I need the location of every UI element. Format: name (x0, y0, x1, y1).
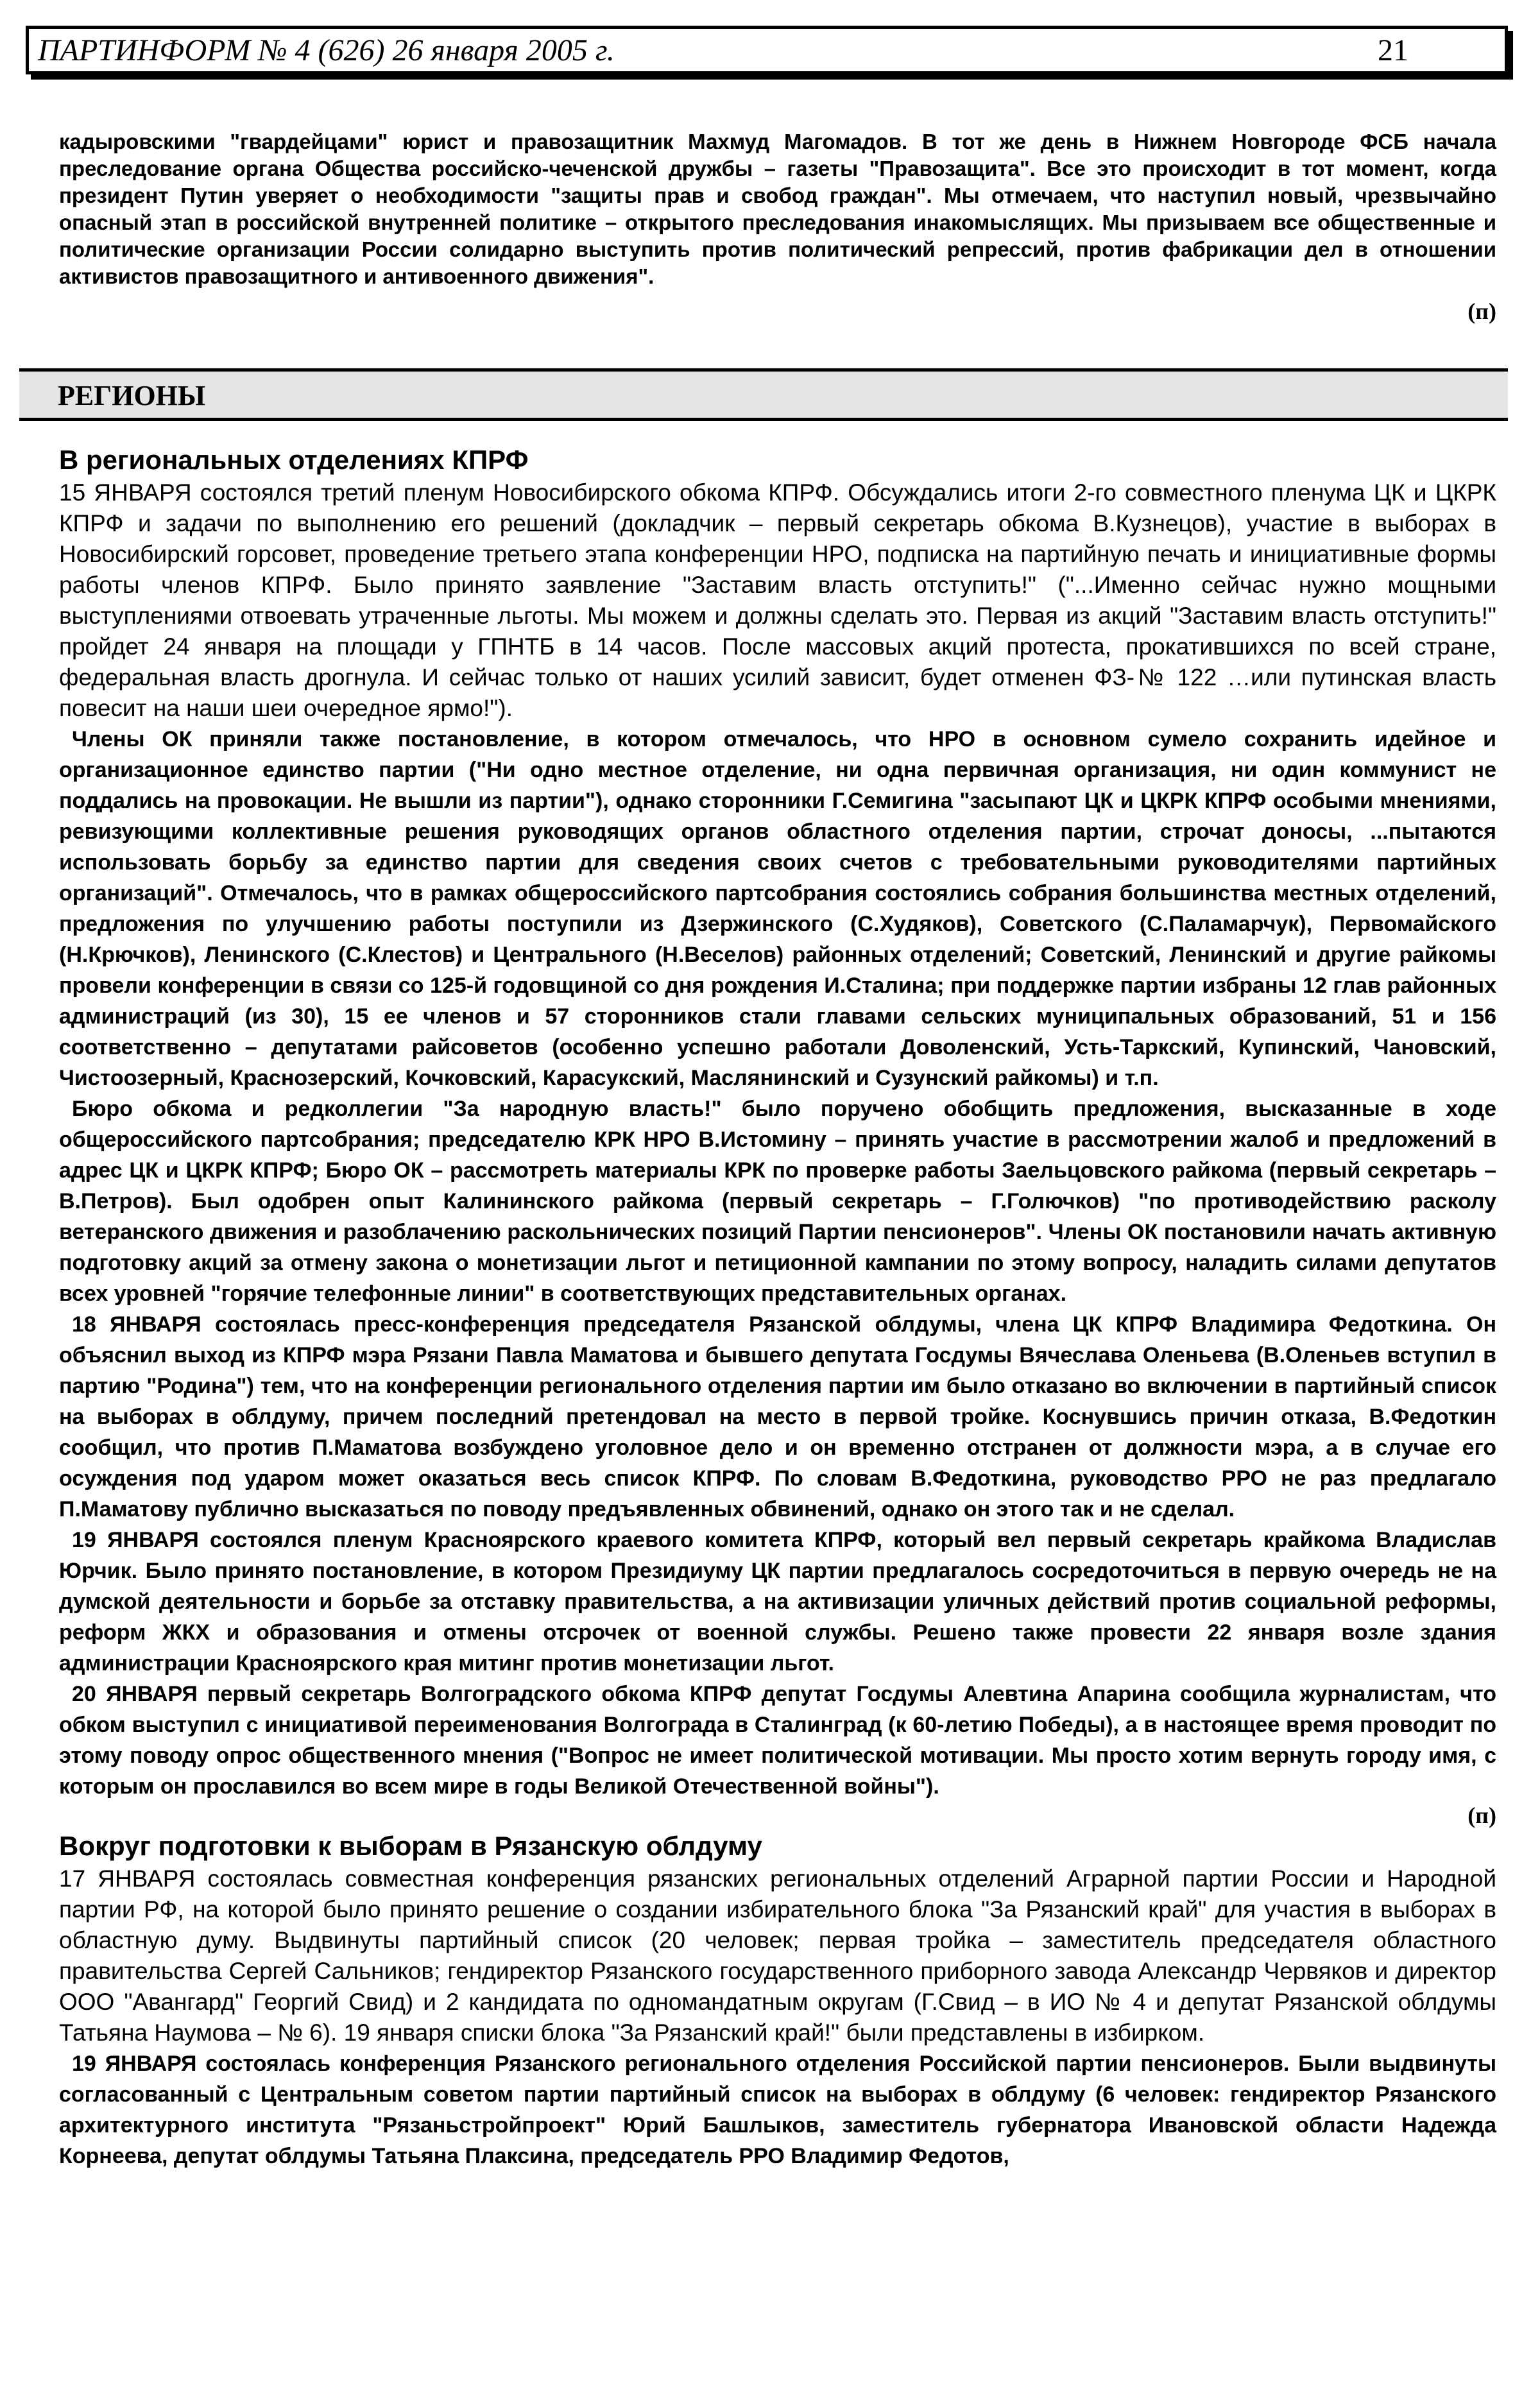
main-column (59, 443, 1496, 2172)
article-signature: (п) (1467, 1803, 1496, 1828)
article-title: Вокруг подготовки к выборам в Рязанскую облдуму (59, 1831, 762, 1861)
article-paragraph: Бюро обкома и редколлегии "За народную власть!" было поручено обобщить предложения, высказанные в ходе общероссийского партсобрания; председателю КРК НРО В.Истомину – принять участие в рассмотрении жалоб и предложений в адрес ЦК и ЦКРК КПРФ; Бюро ОК – рассмотреть материалы КРК по проверке работы Заельцовского райкома (первый секретарь – В.Петров). Был одобрен опыт Калининского райкома (первый секретарь – Г.Голючков) "по противодействию расколу ветеранского движения и разоблачению раскольнических позиций Партии пенсионеров". Члены ОК постановили начать активную подготовку акций за отмену закона о монетизации льгот и петиционной кампании по этому вопросу, наладить силами депутатов всех уровней "горячие телефонные линии" в соответствующих представительных органах. (59, 1097, 1496, 1306)
publication-title: ПАРТИНФОРМ № 4 (626) 26 января 2005 г. (38, 33, 615, 67)
intro-block (59, 128, 1496, 325)
section-bar (19, 368, 1508, 421)
article-paragraph: 17 ЯНВАРЯ состоялась совместная конференция рязанских региональных отделений Аграрной партии России и Народной партии РФ, на которой было принято решение о создании избирательного блока "За Рязанский край" для участия в выборах в областную думу. Выдвинуты партийный список (20 человек; первая тройка – заместитель председателя областного правительства Сергей Сальников; гендиректор Рязанского государственного приборного завода Александр Червяков и директор ООО "Авангард" Георгий Свид) и 2 кандидата по одномандатным округам (Г.Свид – в ИО № 4 и депутат Рязанской облдумы Татьяна Наумова – № 6). 19 января списки блока "За Рязанский край!" были представлены в избирком. (59, 1865, 1496, 2046)
article-paragraph: 19 ЯНВАРЯ состоялась конференция Рязанского регионального отделения Российской партии пенсионеров. Были выдвинуты согласованный с Центральным советом партии партийный список на выборах в облдуму (6 человек: гендиректор Рязанского архитектурного института "Рязаньстройпроект" Юрий Башлыков, заместитель губернатора Ивановской области Надежда Корнеева, депутат облдумы Татьяна Плаксина, председатель РРО Владимир Федотов, (59, 2052, 1496, 2168)
intro-paragraph: кадыровскими "гвардейцами" юрист и правозащитник Махмуд Магомадов. В тот же день в Нижнем Новгороде ФСБ начала преследование органа Общества российско-чеченской дружбы – газеты "Правозащита". Все это происходит в тот момент, когда президент Путин уверяет о необходимости "защиты прав и свобод граждан". Мы отмечаем, что наступил новый, чрезвычайно опасный этап в российской внутренней политике – открытого преследования инакомыслящих. Мы призываем все общественные и политические организации России солидарно выступить против политический репрессий, против фабрикации дел в отношении активистов правозащитного и антивоенного движения". (59, 130, 1496, 288)
article-paragraph: 19 ЯНВАРЯ состоялся пленум Красноярского краевого комитета КПРФ, который вел первый секретарь крайкома Владислав Юрчик. Было принято постановление, в котором Президиуму ЦК партии предлагалось сосредоточиться в первую очередь не на думской деятельности и борьбе за отставку правительства, а на активизации уличных действий против социальной реформы, реформ ЖКХ и образования и отмены отсрочек от военной службы. Решено также провести 22 января возле здания администрации Красноярского края митинг против монетизации льгот. (59, 1528, 1496, 1675)
article-paragraph: 18 ЯНВАРЯ состоялась пресс-конференция председателя Рязанской облдумы, члена ЦК КПРФ Владимира Федоткина. Он объяснил выход из КПРФ мэра Рязани Павла Маматова и бывшего депутата Госдумы Вячеслава Оленьева (В.Оленьев вступил в партию "Родина") тем, что на конференции регионального отделения партии им было отказано во включении в партийный список на выборах в облдуму, причем последний претендовал на место в первой тройке. Коснувшись причин отказа, В.Федоткин сообщил, что против П.Маматова возбуждено уголовное дело и он временно отстранен от должности мэра, а в случае его осуждения под ударом может оказаться весь список КПРФ. По словам В.Федоткина, руководство РРО не раз предлагало П.Маматову публично высказаться по поводу предъявленных обвинений, однако он этого так и не сделал. (59, 1312, 1496, 1521)
intro-signature: (п) (1467, 298, 1496, 324)
article-paragraph: Члены ОК приняли также постановление, в котором отмечалось, что НРО в основном сумело сохранить идейное и организационное единство партии ("Ни одно местное отделение, ни одна первичная организация, ни один коммунист не поддались на провокации. Не вышли из партии"), однако сторонники Г.Семигина "засыпают ЦК и ЦКРК КПРФ особыми мнениями, ревизующими коллективные решения руководящих органов областного отделения партии, строчат доносы, ...пытаются использовать борьбу за единство партии для сведения своих счетов с требовательными руководителями партийных организаций". Отмечалось, что в рамках общероссийского партсобрания состоялись собрания большинства местных отделений, предложения по улучшению работы поступили из Дзержинского (С.Худяков), Советского (С.Паламарчук), Первомайского (Н.Крючков), Ленинского (С.Клестов) и Центрального (Н.Веселов) районных отделений; Советский, Ленинский и другие райкомы провели конференции в связи со 125-й годовщиной со дня рождения И.Сталина; при поддержке партии избраны 12 глав районных администраций (из 30), 15 ее членов и 57 сторонников стали главами сельских муниципальных образований, 51 и 156 соответственно – депутатами райсоветов (особенно успешно работали Доволенский, Усть-Таркский, Купинский, Чановский, Чистоозерный, Краснозерский, Кочковский, Карасукский, Маслянинский и Сузунский райкомы) и т.п. (59, 727, 1496, 1090)
section-title: РЕГИОНЫ (58, 380, 206, 411)
article-paragraph: 15 ЯНВАРЯ состоялся третий пленум Новосибирского обкома КПРФ. Обсуждались итоги 2-го совместного пленума ЦК и ЦКРК КПРФ и задачи по выполнению его решений (докладчик – первый секретарь обкома В.Кузнецов), участие в выборах в Новосибирский горсовет, проведение третьего этапа конференции НРО, подписка на партийную печать и инициативные формы работы членов КПРФ. Было принято заявление "Заставим власть отступить!" ("...Именно сейчас нужно мощными выступлениями отвоевать утраченные льготы. Мы можем и должны сделать это. Первая из акций "Заставим власть отступить!" пройдет 24 января на площади у ГПНТБ в 14 часов. После массовых акций протеста, прокатившихся по всей стране, федеральная власть дрогнула. И сейчас только от наших усилий зависит, будет отменен ФЗ-№ 122 …или путинская власть повесит на наши шеи очередное ярмо!"). (59, 479, 1496, 721)
article-paragraph: 20 ЯНВАРЯ первый секретарь Волгоградского обкома КПРФ депутат Госдумы Алевтина Апарина сообщила журналистам, что обком выступил с инициативой переименования Волгограда в Сталинград (к 60-летию Победы), а в настоящее время проводит по этому поводу опрос общественного мнения ("Вопрос не имеет политической мотивации. Мы просто хотим вернуть городу имя, с которым он прославился во всем мире в годы Великой Отечественной войны"). (59, 1682, 1496, 1799)
article-title: В региональных отделениях КПРФ (59, 445, 529, 475)
page-header (26, 26, 1508, 74)
page-number: 21 (1378, 33, 1408, 67)
